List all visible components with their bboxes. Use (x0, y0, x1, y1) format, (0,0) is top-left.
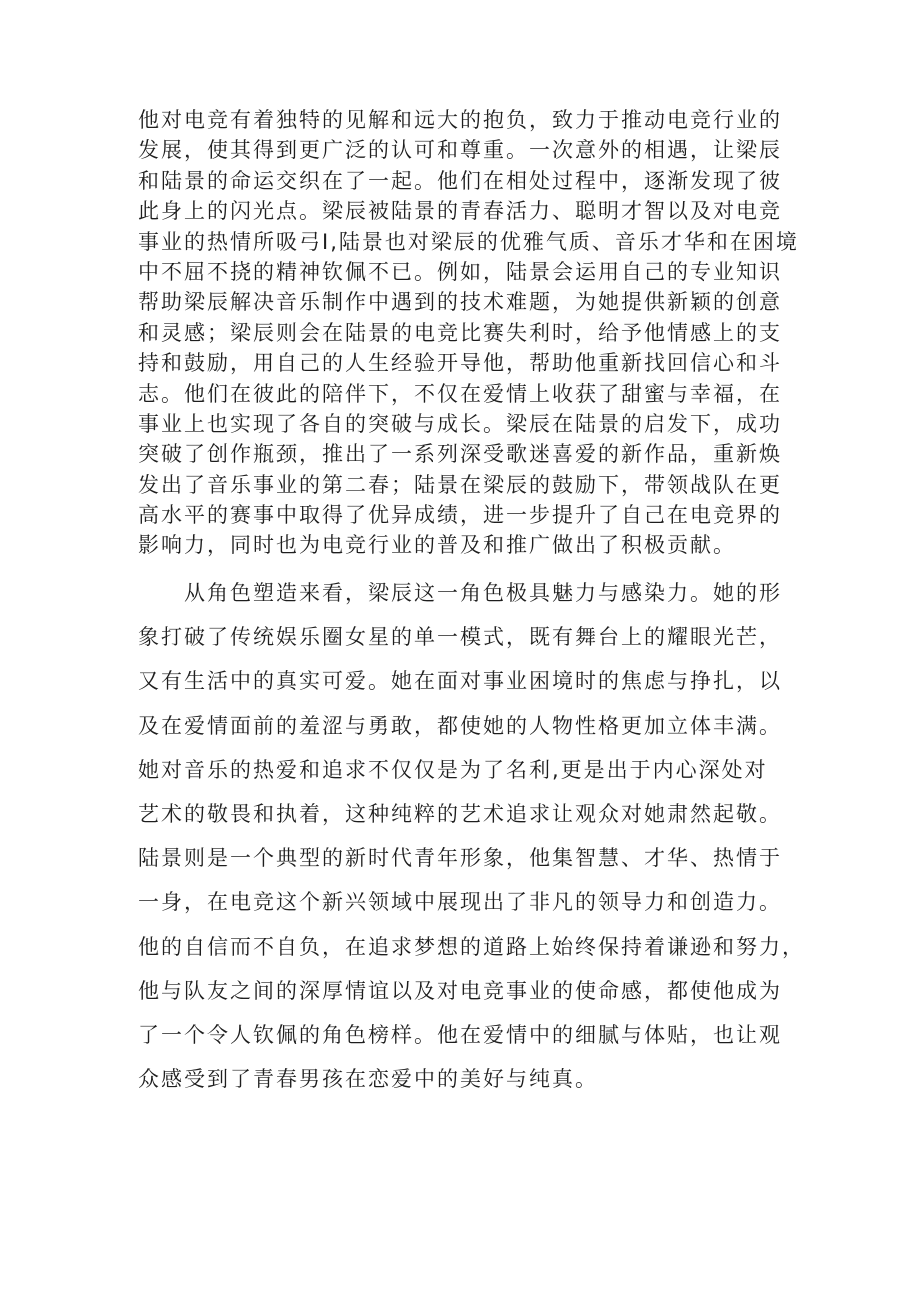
text-line: 志。他们在彼此的陪伴下，不仅在爱情上收获了甜蜜与幸福，在 (138, 381, 782, 406)
text-line: 了一个令人钦佩的角色榜样。他在爱情中的细腻与体贴，也让观 (138, 1022, 782, 1047)
text-line: 众感受到了青春男孩在恋爱中的美好与纯真。 (138, 1067, 598, 1092)
text-line: 及在爱情面前的羞涩与勇敢，都使她的人物性格更加立体丰满。 (138, 713, 782, 738)
text-line: 事业上也实现了各自的突破与成长。梁辰在陆景的启发下，成功 (138, 411, 782, 436)
text-line: 一身，在电竞这个新兴领域中展现出了非凡的领导力和创造力。 (138, 890, 782, 915)
text-line: 高水平的赛事中取得了优异成绩，进一步提升了自己在电竞界的 (138, 503, 782, 528)
text-line: 艺术的敬畏和执着，这种纯粹的艺术追求让观众对她肃然起敬。 (138, 801, 782, 826)
text-line: 发展，使其得到更广泛的认可和尊重。一次意外的相遇，让梁辰 (138, 138, 782, 163)
text-line: 突破了创作瓶颈，推出了一系列深受歌迷喜爱的新作品，重新焕 (138, 442, 782, 467)
text-line: 她对音乐的热爱和追求不仅仅是为了名利,更是出于内心深处对 (138, 757, 768, 782)
text-line: 持和鼓励，用自己的人生经验开导他，帮助他重新找回信心和斗 (138, 351, 782, 376)
text-line: 帮助梁辰解决音乐制作中遇到的技术难题，为她提供新颖的创意 (138, 290, 782, 315)
text-line: 他的自信而不自负，在追求梦想的道路上始终保持着谦逊和努力， (138, 934, 805, 959)
text-line: 此身上的闪光点。梁辰被陆景的青春活力、聪明才智以及对电竞 (138, 199, 782, 224)
text-line: 和陆景的命运交织在了一起。他们在相处过程中，逐渐发现了彼 (138, 168, 782, 193)
text-line: 他与队友之间的深厚情谊以及对电竞事业的使命感，都使他成为 (138, 978, 782, 1003)
text-line: 又有生活中的真实可爱。她在面对事业困境时的焦虑与挣扎，以 (138, 669, 782, 694)
paragraph-relationship (138, 105, 818, 561)
text-line: 事业的热情所吸弓I,陆景也对梁辰的优雅气质、音乐才华和在困境 (138, 229, 799, 254)
text-line: 陆景则是一个典型的新时代青年形象，他集智慧、才华、热情于 (138, 846, 782, 871)
text-line: 影响力，同时也为电竞行业的普及和推广做出了积极贡献。 (138, 533, 736, 558)
paragraph-character-analysis (138, 571, 818, 1101)
text-line-first: 从角色塑造来看，梁辰这一角色极具魅力与感染力。她的形 (184, 581, 782, 605)
text-line: 和灵感；梁辰则会在陆景的电竞比赛失利时，给予他情感上的支 (138, 320, 782, 345)
text-line: 发出了音乐事业的第二春；陆景在梁辰的鼓励下，带领战队在更 (138, 472, 782, 497)
text-line: 他对电竞有着独特的见解和远大的抱负，致力于推动电竞行业的 (138, 108, 782, 132)
text-line: 中不屈不挠的精神钦佩不已。例如，陆景会运用自己的专业知识 (138, 259, 782, 284)
text-line: 象打破了传统娱乐圈女星的单一模式，既有舞台上的耀眼光芒， (138, 625, 782, 650)
